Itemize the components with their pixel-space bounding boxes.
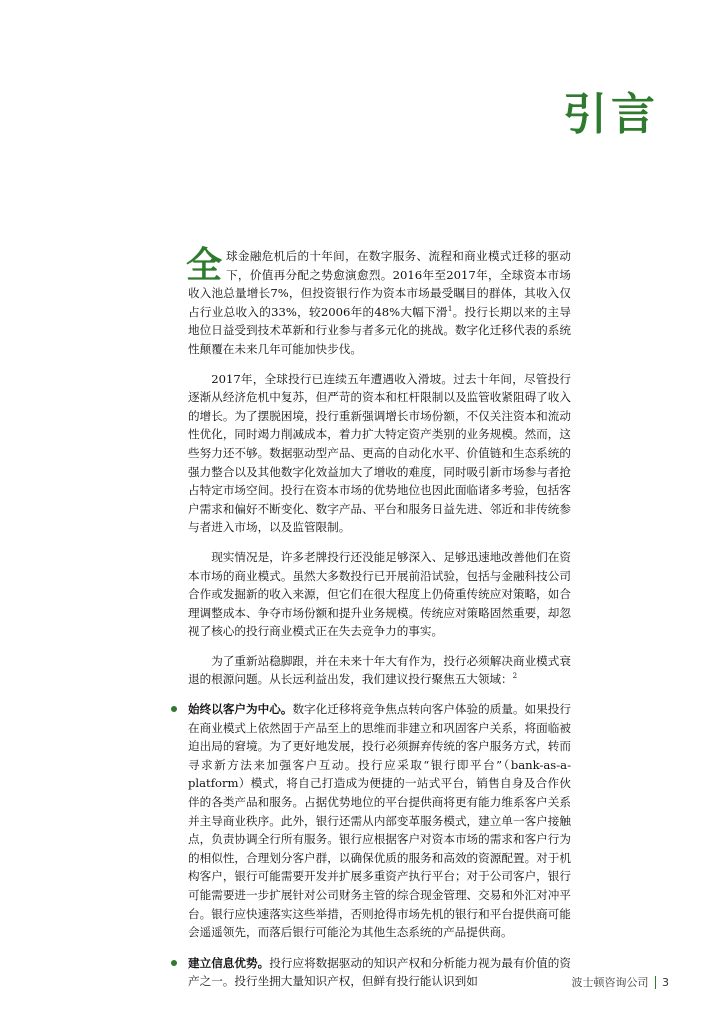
paragraph-4-text: 为了重新站稳脚跟，并在未来十年大有作为，投行必须解决商业模式衰退的根源问题。从长远利益出发，我们建议投行聚焦五大领域： <box>188 653 571 687</box>
bullet-body: 数字化迁移将竞争焦点转向客户体验的质量。如果投行在商业模式上依然固于产品至上的思维而非建立和巩固客户关系，将面临被迫出局的窘境。为了更好地发展，投行必须摒弃传统的客户服务方式，转而寻求新方法来加强客户互动。投行应采取“银行即平台”（bank-as-a-platform）模式，将自己打造成为便捷的一站式平台，销售自身及合作伙伴的各类产品和服务。占据优势地位的平台提供商将更有能力维系客户关系并主导商业秩序。此外，银行还需从内部变革服务模式，建立单一客户接触点，负责协调全行所有服务。银行应根据客户对资本市场的需求和客户行为的相似性，合理划分客户群，以确保优质的服务和高效的资源配置。对于机构客户，银行可能需要开发并扩展多重资产执行平台；对于公司客户，银行可能需要进一步扩展针对公司财务主管的综合现金管理、交易和外汇对冲平台。银行应快速落实这些举措，否则抢得市场先机的银行和平台提供商可能会遥遥领先，而落后银行可能沦为其他生态系统的产品提供商。 <box>188 702 571 940</box>
paragraph-2: 2017年，全球投行已连续五年遭遇收入滑坡。过去十年间，尽管投行逐渐从经济危机中复苏，但严苛的资本和杠杆限制以及监管收紧阻碍了收入的增长。为了摆脱困境，投行重新强调增长市场份额，不仅关注资本和流动性优化，同时竭力削减成本，着力扩大特定资产类别的业务规模。然而，这些努力还不够。数据驱动型产品、更高的自动化水平、价值链和生态系统的强力整合以及其他数字化效益加大了增收的难度，同时吸引新市场参与者抢占特定市场空间。投行在资本市场的优势地位也因此面临诸多考验，包括客户需求和偏好不断变化、数字产品、平台和服务日益先进、邻近和非传统参与者进入市场，以及监管限制。 <box>188 371 571 535</box>
drop-cap: 全 <box>186 245 223 286</box>
paragraph-1-text-a: 球金融危机后的十年间，在数字服务、流程和商业模式迁移的驱动下，价值再分配之势愈演愈烈。2016年至2017年，全球资本市场收入池总量增长7%，但投资银行作为资本市场最受瞩目的群体，其收入仅占行业总收入的33%，较2006年的48%大幅下滑 <box>188 249 571 319</box>
list-item <box>188 954 571 991</box>
bullet-heading: 建立信息优势。 <box>188 955 270 970</box>
page-number: 3 <box>662 975 669 989</box>
paragraph-4 <box>188 652 571 689</box>
focus-areas-list <box>188 700 571 991</box>
page-footer <box>572 974 670 990</box>
list-item <box>188 700 571 942</box>
bullet-body: 投行应将数据驱动的知识产权和分析能力视为最有价值的资产之一。投行坐拥大量知识产权，但鲜有投行能认识到如 <box>188 955 571 989</box>
footnote-ref-1: 1 <box>447 304 453 313</box>
paragraph-1 <box>188 247 571 359</box>
page-title: 引言 <box>563 89 659 140</box>
paragraph-3: 现实情况是，许多老牌投行还没能足够深入、足够迅速地改善他们在资本市场的商业模式。虽然大多数投行已开展前沿试验，包括与金融科技公司合作或发掘新的收入来源，但它们在很大程度上仍倚重传统应对策略，如合理调整成本、争夺市场份额和提升业务规模。传统应对策略固然重要，却忽视了核心的投行商业模式正在失去竞争力的事实。 <box>188 549 571 639</box>
publisher-name: 波士顿咨询公司 <box>571 976 649 989</box>
footer-divider <box>655 976 657 989</box>
bullet-heading: 始终以客户为中心。 <box>188 702 293 717</box>
bullet-dot-icon <box>171 960 177 966</box>
bullet-dot-icon <box>171 706 177 712</box>
paragraph-1-text-b: 。投行长期以来的主导地位日益受到技术革新和行业参与者多元化的挑战。数字化迁移代表的系统性颠覆在未来几年可能加快步伐。 <box>188 304 571 356</box>
article-body <box>188 247 571 1003</box>
footnote-ref-2: 2 <box>512 672 518 681</box>
